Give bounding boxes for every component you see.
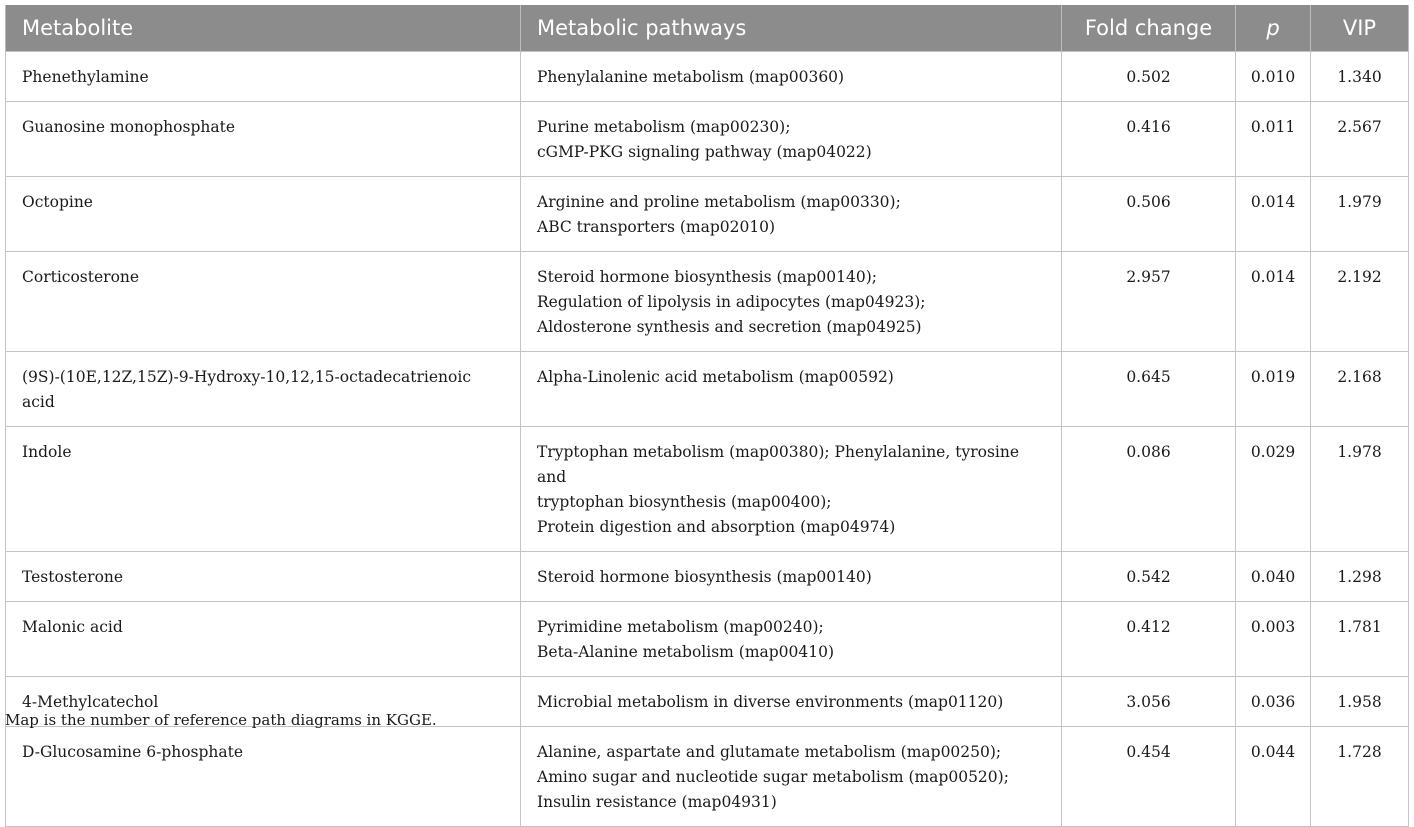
pathways-cell	[521, 351, 1062, 426]
p-value-cell: 0.014	[1236, 176, 1311, 251]
pathway-line: Purine metabolism (map00230);	[537, 117, 791, 136]
p-value-cell: 0.044	[1236, 726, 1311, 826]
vip-cell: 1.958	[1311, 676, 1409, 726]
fold-change-cell: 0.454	[1062, 726, 1236, 826]
metabolite-cell: Malonic acid	[6, 601, 521, 676]
pathway-line: Phenylalanine metabolism (map00360)	[537, 67, 845, 86]
fold-change-cell: 0.416	[1062, 101, 1236, 176]
p-value-cell: 0.040	[1236, 551, 1311, 601]
pathway-line: Tryptophan metabolism (map00380); Phenylalanine, tyrosine and	[537, 442, 1020, 486]
pathway-line: ABC transporters (map02010)	[537, 217, 776, 236]
pathways-cell	[521, 176, 1062, 251]
fold-change-cell: 0.086	[1062, 426, 1236, 551]
metabolite-cell: (9S)-(10E,12Z,15Z)-9-Hydroxy-10,12,15-octadecatrienoic acid	[6, 351, 521, 426]
table-row	[6, 251, 1409, 351]
p-value-cell: 0.011	[1236, 101, 1311, 176]
metabolite-table	[5, 5, 1409, 827]
p-value-cell: 0.029	[1236, 426, 1311, 551]
metabolite-cell: Phenethylamine	[6, 51, 521, 101]
table-row	[6, 601, 1409, 676]
vip-cell: 1.978	[1311, 426, 1409, 551]
p-value-cell: 0.014	[1236, 251, 1311, 351]
metabolite-cell: Octopine	[6, 176, 521, 251]
pathways-cell	[521, 426, 1062, 551]
metabolite-cell: Guanosine monophosphate	[6, 101, 521, 176]
header-p-value: p	[1236, 5, 1311, 51]
table-row	[6, 351, 1409, 426]
pathways-cell	[521, 51, 1062, 101]
pathway-line: Regulation of lipolysis in adipocytes (map04923);	[537, 292, 926, 311]
pathway-line: tryptophan biosynthesis (map00400);	[537, 492, 832, 511]
pathways-cell	[521, 726, 1062, 826]
pathways-cell	[521, 251, 1062, 351]
pathway-line: Pyrimidine metabolism (map00240);	[537, 617, 824, 636]
vip-cell: 1.781	[1311, 601, 1409, 676]
vip-cell: 1.979	[1311, 176, 1409, 251]
pathway-line: cGMP-PKG signaling pathway (map04022)	[537, 142, 872, 161]
p-value-cell: 0.003	[1236, 601, 1311, 676]
table-body	[6, 51, 1409, 826]
vip-cell: 2.168	[1311, 351, 1409, 426]
table-row	[6, 426, 1409, 551]
vip-cell: 1.340	[1311, 51, 1409, 101]
vip-cell: 1.298	[1311, 551, 1409, 601]
pathway-line: Microbial metabolism in diverse environments (map01120)	[537, 692, 1004, 711]
metabolite-cell: Indole	[6, 426, 521, 551]
table-row	[6, 101, 1409, 176]
pathway-line: Steroid hormone biosynthesis (map00140)	[537, 567, 872, 586]
table-header-row	[6, 5, 1409, 51]
pathways-cell	[521, 676, 1062, 726]
pathway-line: Steroid hormone biosynthesis (map00140);	[537, 267, 877, 286]
table-row	[6, 51, 1409, 101]
fold-change-cell: 0.412	[1062, 601, 1236, 676]
pathway-line: Alanine, aspartate and glutamate metabolism (map00250);	[537, 742, 1002, 761]
metabolite-cell: Corticosterone	[6, 251, 521, 351]
fold-change-cell: 0.506	[1062, 176, 1236, 251]
header-metabolic-pathways: Metabolic pathways	[521, 5, 1062, 51]
header-metabolite: Metabolite	[6, 5, 521, 51]
fold-change-cell: 3.056	[1062, 676, 1236, 726]
fold-change-cell: 0.542	[1062, 551, 1236, 601]
fold-change-cell: 0.502	[1062, 51, 1236, 101]
p-value-cell: 0.010	[1236, 51, 1311, 101]
pathways-cell	[521, 601, 1062, 676]
table-row	[6, 551, 1409, 601]
header-fold-change: Fold change	[1062, 5, 1236, 51]
pathway-line: Arginine and proline metabolism (map00330);	[537, 192, 901, 211]
pathways-cell	[521, 551, 1062, 601]
vip-cell: 1.728	[1311, 726, 1409, 826]
p-value-cell: 0.036	[1236, 676, 1311, 726]
fold-change-cell: 2.957	[1062, 251, 1236, 351]
table-footnote: Map is the number of reference path diagrams in KGGE.	[5, 711, 437, 729]
metabolite-cell: 4-Methylcatechol	[6, 676, 521, 726]
pathway-line: Amino sugar and nucleotide sugar metabolism (map00520);	[537, 767, 1009, 786]
vip-cell: 2.567	[1311, 101, 1409, 176]
vip-cell: 2.192	[1311, 251, 1409, 351]
table-row	[6, 176, 1409, 251]
fold-change-cell: 0.645	[1062, 351, 1236, 426]
metabolite-cell: D-Glucosamine 6-phosphate	[6, 726, 521, 826]
pathway-line: Aldosterone synthesis and secretion (map04925)	[537, 317, 922, 336]
metabolite-table-container	[5, 5, 1408, 827]
pathway-line: Insulin resistance (map04931)	[537, 792, 777, 811]
pathways-cell	[521, 101, 1062, 176]
pathway-line: Alpha-Linolenic acid metabolism (map00592)	[537, 367, 894, 386]
pathway-line: Protein digestion and absorption (map04974)	[537, 517, 896, 536]
header-vip: VIP	[1311, 5, 1409, 51]
metabolite-cell: Testosterone	[6, 551, 521, 601]
pathway-line: Beta-Alanine metabolism (map00410)	[537, 642, 835, 661]
p-value-cell: 0.019	[1236, 351, 1311, 426]
table-row	[6, 726, 1409, 826]
